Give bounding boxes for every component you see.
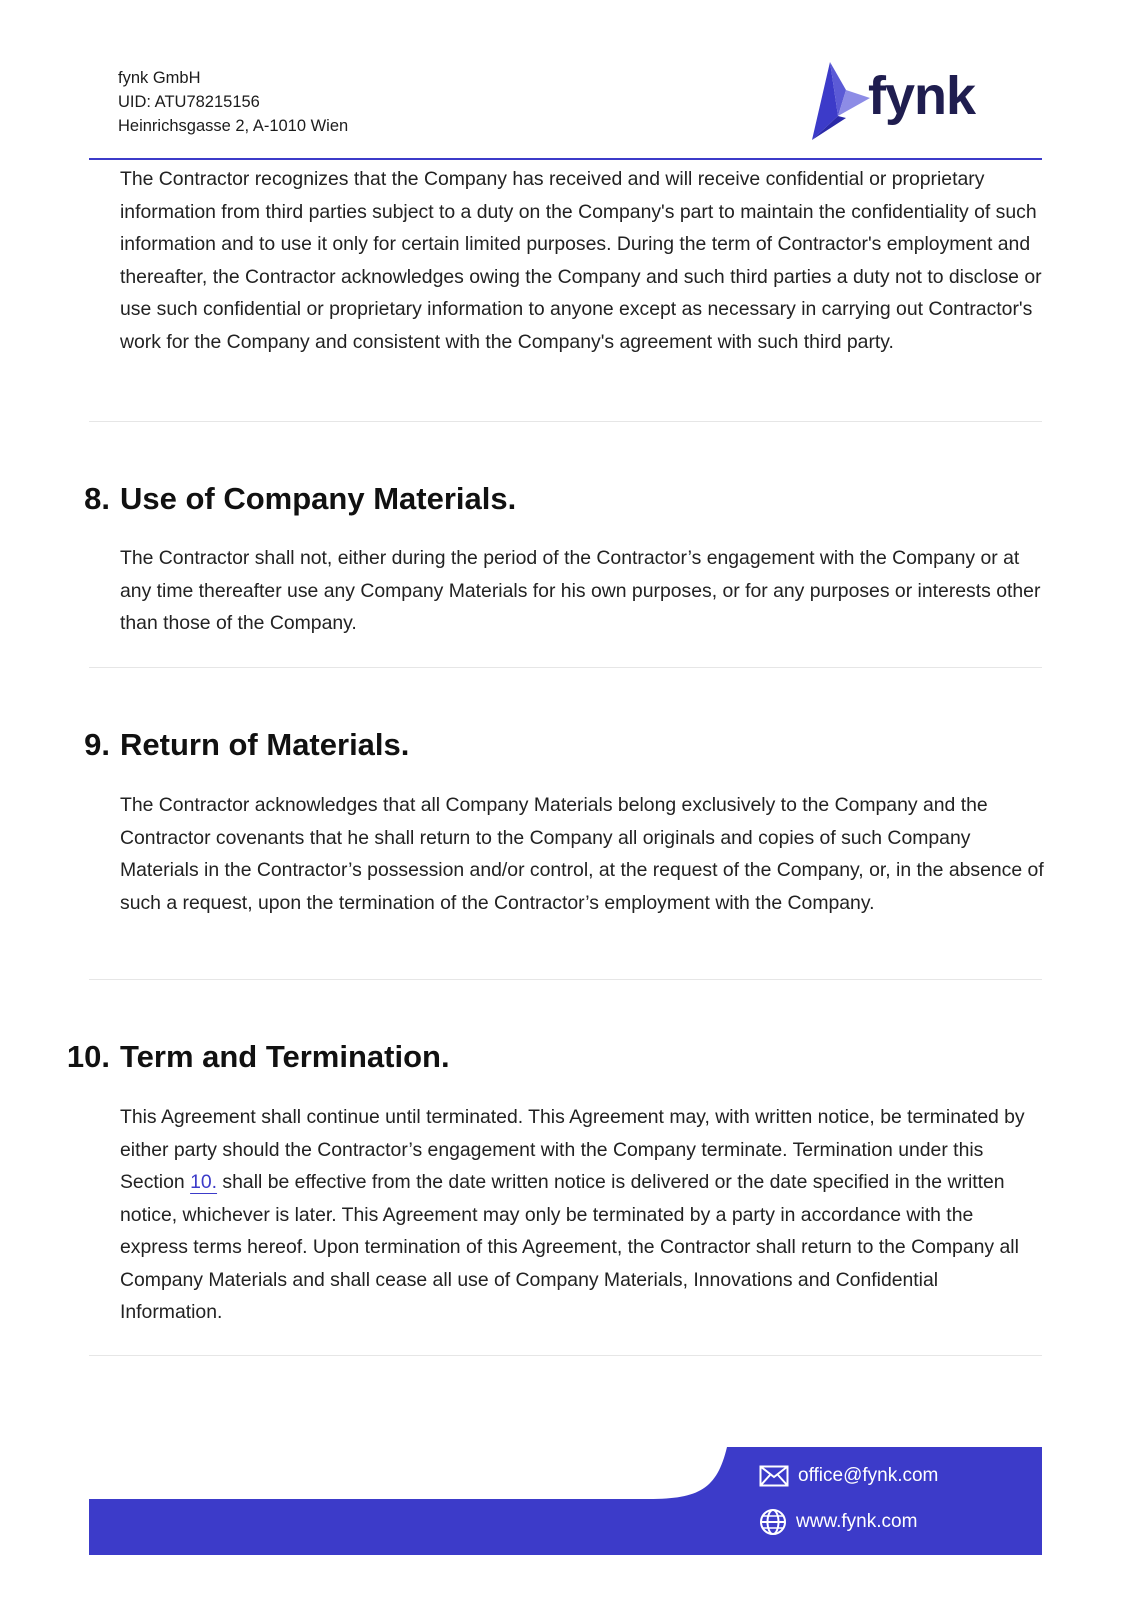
company-info <box>118 66 348 138</box>
section-divider <box>89 667 1042 668</box>
section-body-10 <box>120 1101 1045 1329</box>
section-text: This Agreement shall continue until terminated. This Agreement may, with written notice, be terminated by either party should the Contractor’s engagement with the Company terminate. Termination under this Section <box>120 1106 1025 1193</box>
footer-email-text[interactable]: office@fynk.com <box>798 1465 939 1486</box>
globe-icon <box>759 1508 787 1536</box>
bird-logo-icon <box>808 60 872 144</box>
footer <box>89 1447 1042 1555</box>
section-title: Use of Company Materials. <box>120 481 517 516</box>
section-divider <box>89 979 1042 980</box>
section-body-9: The Contractor acknowledges that all Company Materials belong exclusively to the Company and the Contractor covenants that he shall return to the Company all originals and copies of such Company Materials in the Contractor’s possession and/or control, at the request of the Company, or, in the absence of such a request, upon the termination of the Contractor’s employment with the Company. <box>120 794 1044 914</box>
footer-email[interactable] <box>759 1465 938 1487</box>
company-address: Heinrichsgasse 2, A-1010 Wien <box>118 117 349 135</box>
section-text: shall be effective from the date written notice is delivered or the date specified in the written notice, whichever is later. This Agreement may only be terminated by a party in accordance with the express terms hereof. Upon termination of this Agreement, the Contractor shall return to the Company all Company Materials and shall cease all use of Company Materials, Innovations and Confidential Information. <box>120 1171 1019 1323</box>
footer-background <box>89 1447 1042 1555</box>
intro-paragraph: The Contractor recognizes that the Company has received and will receive confidential or proprietary information from third parties subject to a duty on the Company's part to maintain the confidentiality of such information and to use it only for certain limited purposes. During the term of Contractor's employment and thereafter, the Contractor acknowledges owing the Company and such third parties a duty not to disclose or use such confidential or proprietary information to anyone except as necessary in carrying out Contractor's work for the Company and consistent with the Company's agreement with such third party. <box>120 168 1042 353</box>
envelope-icon <box>759 1465 789 1487</box>
footer-website-text[interactable]: www.fynk.com <box>796 1511 918 1532</box>
section-divider <box>89 1355 1042 1356</box>
fynk-logo <box>808 60 1008 144</box>
footer-website[interactable] <box>759 1508 917 1536</box>
section-reference-link[interactable]: 10. <box>190 1171 218 1193</box>
section-number: 10. <box>66 1039 110 1074</box>
header-rule <box>89 158 1042 160</box>
section-title: Term and Termination. <box>120 1039 450 1074</box>
section-number: 9. <box>84 727 110 762</box>
section-title: Return of Materials. <box>120 727 410 762</box>
logo-wordmark: fynk <box>868 66 976 126</box>
section-body-8: The Contractor shall not, either during the period of the Contractor’s engagement with the Company or at any time thereafter use any Company Materials for his own purposes, or for any purposes or interests other than those of the Company. <box>120 547 1041 634</box>
company-name: fynk GmbH <box>118 69 201 87</box>
company-uid: UID: ATU78215156 <box>118 93 260 111</box>
section-divider <box>89 421 1042 422</box>
section-number: 8. <box>84 481 110 516</box>
